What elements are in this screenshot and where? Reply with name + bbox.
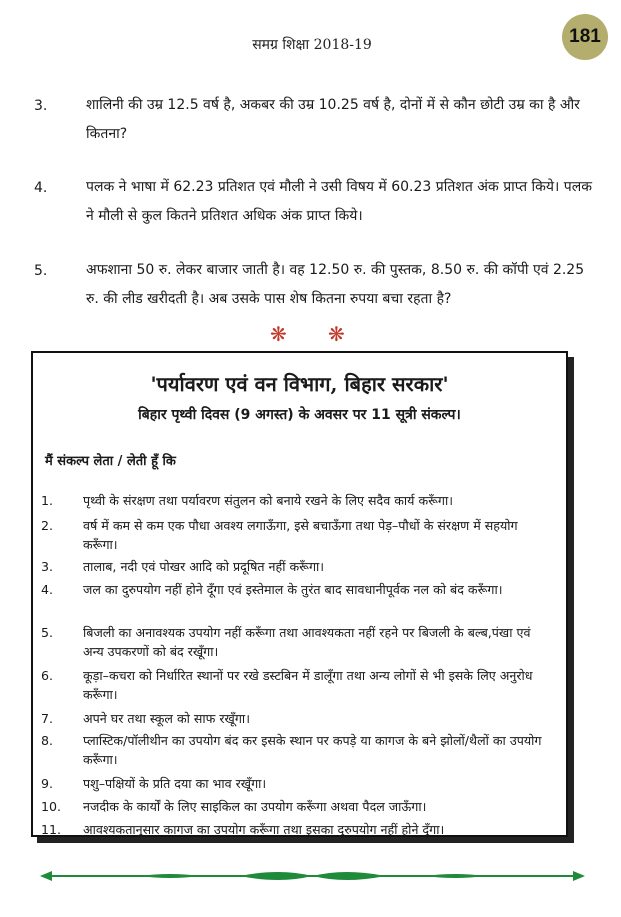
question-text: शालिनी की उम्र 12.5 वर्ष है, अकबर की उम्र 10.25 वर्ष है, दोनों में से कौन छोटी उम्र का है और कितना? — [86, 97, 580, 142]
pledge-number: 4. — [41, 582, 54, 597]
pledge-text: वर्ष में कम से कम एक पौधा अवश्य लगाऊँगा, इसे बचाऊँगा तथा पेड़–पौधों के संरक्षण में सहयोग करूँगा। — [83, 518, 518, 552]
footer-ornamental-divider — [40, 866, 585, 886]
pledge-number: 5. — [41, 625, 54, 640]
pledge-text: अपने घर तथा स्कूल को साफ रखूँगा। — [83, 711, 250, 726]
pledge-number: 7. — [41, 711, 54, 726]
pledge-text: जल का दुरुपयोग नहीं होने दूँगा एवं इस्तेमाल के तुरंत बाद सावधानीपूर्वक नल को बंद करूँगा। — [83, 582, 503, 597]
question-number: 4. — [34, 180, 48, 196]
pledge-number: 10. — [41, 799, 62, 814]
question-text: अफशाना 50 रु. लेकर बाजार जाती है। वह 12.50 रु. की पुस्तक, 8.50 रु. की कॉपी एवं 2.25 रु. की लीड खरीदती है। अब उसके पास शेष कितना रुपया बचा रहता है? — [86, 262, 585, 307]
pledge-text: बिजली का अनावश्यक उपयोग नहीं करूँगा तथा आवश्यकता नहीं रहने पर बिजली के बल्ब,पंखा एवं अन्य उपकरणों को बंद रखूँगा। — [83, 625, 531, 659]
pledge-text: आवश्यकतानुसार कागज का उपयोग करूँगा तथा इसका दुरुपयोग नहीं होने दूँगा। — [83, 822, 445, 837]
ornament-star-icon: ❋ — [270, 322, 287, 346]
pledge-number: 8. — [41, 733, 54, 748]
page-header-title: समग्र शिक्षा 2018-19 — [252, 37, 372, 53]
pledge-number: 6. — [41, 668, 54, 683]
pledge-text: प्लास्टिक/पॉलीथीन का उपयोग बंद कर इसके स्थान पर कपड़े या कागज के बने झोलों/थैलों का उपयोग करूँगा। — [83, 733, 542, 767]
pledge-text: पृथ्वी के संरक्षण तथा पर्यावरण संतुलन को बनाये रखने के लिए सदैव कार्य करूँगा। — [83, 493, 454, 508]
pledge-text: तालाब, नदी एवं पोखर आदि को प्रदूषित नहीं करूँगा। — [83, 559, 325, 574]
pledge-number: 9. — [41, 776, 54, 791]
pledge-number: 1. — [41, 493, 54, 508]
ornament-divider — [250, 322, 380, 346]
pledge-number: 11. — [41, 822, 62, 837]
page-number-badge: 181 — [562, 14, 608, 60]
pledge-number: 3. — [41, 559, 54, 574]
question-text: पलक ने भाषा में 62.23 प्रतिशत एवं मौली ने उसी विषय में 60.23 प्रतिशत अंक प्राप्त किये। पलक ने मौली से कुल कितने प्रतिशत अधिक अंक प्राप्त किये। — [86, 179, 592, 224]
pledge-box-title: 'पर्यावरण एवं वन विभाग, बिहार सरकार' — [150, 372, 449, 396]
pledge-box — [31, 351, 568, 837]
ornament-star-icon: ❋ — [328, 322, 345, 346]
question-number: 3. — [34, 98, 48, 114]
pledge-box-subtitle: बिहार पृथ्वी दिवस (9 अगस्त) के अवसर पर 11 सूत्री संकल्प। — [138, 407, 461, 423]
pledge-text: नजदीक के कार्यों के लिए साइकिल का उपयोग करूँगा अथवा पैदल जाऊँगा। — [83, 799, 427, 814]
pledge-number: 2. — [41, 518, 54, 533]
pledge-text: पशु–पक्षियों के प्रति दया का भाव रखूँगा। — [83, 776, 267, 791]
question-number: 5. — [34, 263, 48, 279]
pledge-text: कूड़ा–कचरा को निर्धारित स्थानों पर रखे डस्टबिन में डालूँगा तथा अन्य लोगों से भी इसके लिए अनुरोध करूँगा। — [83, 668, 533, 702]
pledge-intro: मैं संकल्प लेता / लेती हूँ कि — [45, 454, 176, 469]
